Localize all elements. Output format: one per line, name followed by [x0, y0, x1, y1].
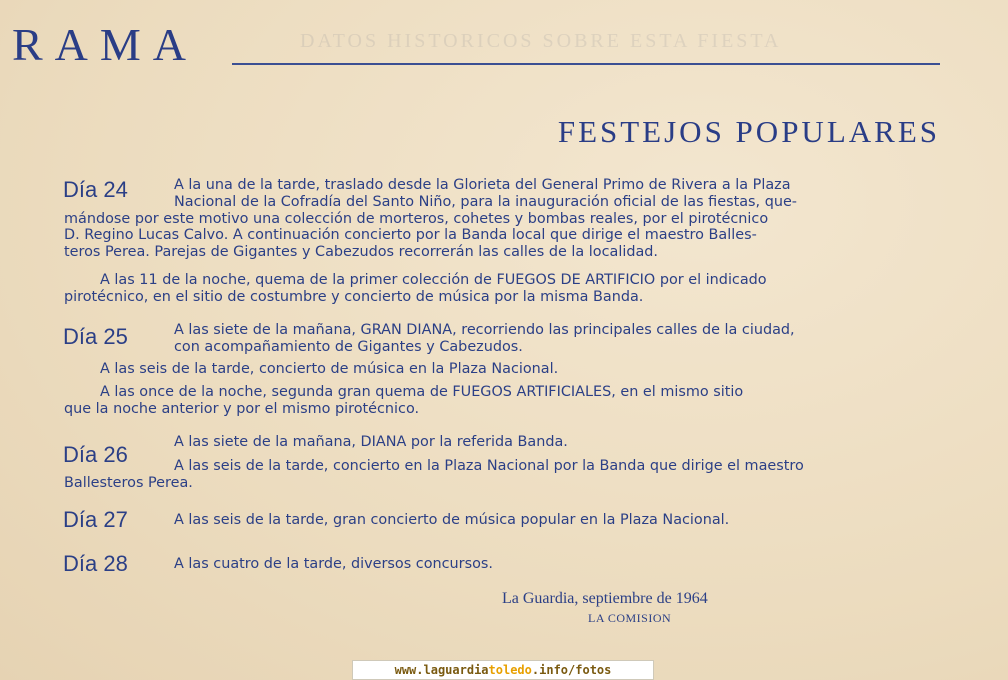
day-label-25: Día 25 — [63, 324, 128, 349]
text-line: pirotécnico, en el sitio de costumbre y concierto de música por la misma Banda. — [64, 288, 644, 305]
watermark-part-2: toledo — [488, 663, 532, 677]
closing-signer: LA COMISION — [588, 611, 672, 625]
day-25-paragraph-3 — [64, 384, 940, 418]
text-line: D. Regino Lucas Calvo. A continuación concierto por la Banda local que dirige el maestro Balles- — [64, 227, 757, 244]
text-line: A las seis de la tarde, gran concierto de música popular en la Plaza Nacional. — [174, 512, 730, 528]
text-line: A las seis de la tarde, concierto en la Plaza Nacional por la Banda que dirige el maestro — [174, 458, 804, 474]
day-28-paragraph-1 — [64, 556, 940, 573]
text-line: mándose por este motivo una colección de morteros, cohetes y bombas reales, por el pirotécnico — [64, 210, 769, 227]
text-line: Nacional de la Cofradía del Santo Niño, para la inauguración oficial de las fiestas, que- — [174, 193, 797, 210]
text-line: A las siete de la mañana, DIANA por la referida Banda. — [174, 434, 568, 450]
watermark-part-1: www.laguardia — [394, 663, 489, 677]
ghost-bleedthrough-text: DATOS HISTORICOS SOBRE ESTA FIESTA — [300, 30, 782, 52]
day-25-paragraph-2 — [64, 361, 940, 378]
text-line: A las siete de la mañana, GRAN DIANA, recorriendo las principales calles de la ciudad, — [174, 322, 795, 338]
section-title: FESTEJOS POPULARES — [557, 114, 940, 149]
text-line: A las seis de la tarde, concierto de música en la Plaza Nacional. — [100, 361, 559, 377]
text-line: A las cuatro de la tarde, diversos concursos. — [174, 556, 493, 572]
text-line: A las 11 de la noche, quema de la primer colección de FUEGOS DE ARTIFICIO por el indicado — [100, 272, 767, 288]
day-label-24: Día 24 — [63, 177, 128, 202]
day-25-paragraph-1 — [64, 322, 940, 356]
text-line: A la una de la tarde, traslado desde la Glorieta del General Primo de Rivera a la Plaza — [174, 177, 791, 193]
day-27-paragraph-1 — [64, 512, 940, 529]
day-26-paragraph-2 — [64, 458, 940, 492]
text-line: teros Perea. Parejas de Gigantes y Cabezudos recorrerán las calles de la localidad. — [64, 244, 658, 261]
header-rule — [232, 63, 940, 65]
text-line: A las once de la noche, segunda gran quema de FUEGOS ARTIFICIALES, en el mismo sitio — [100, 384, 744, 400]
header-word: RAMA — [12, 19, 199, 70]
text-line: con acompañamiento de Gigantes y Cabezudos. — [174, 338, 523, 355]
watermark-url — [352, 660, 654, 680]
day-label-27: Día 27 — [63, 507, 128, 532]
day-label-28: Día 28 — [63, 551, 128, 576]
text-line: que la noche anterior y por el mismo pirotécnico. — [64, 400, 420, 417]
closing-place-date: La Guardia, septiembre de 1964 — [502, 590, 708, 607]
day-26-paragraph-1 — [64, 434, 940, 451]
day-label-26: Día 26 — [63, 442, 128, 467]
text-line: Ballesteros Perea. — [64, 474, 193, 491]
day-24-paragraph-2 — [64, 272, 940, 306]
watermark-part-3: .info/fotos — [531, 663, 612, 677]
day-24-paragraph-1 — [64, 177, 940, 261]
